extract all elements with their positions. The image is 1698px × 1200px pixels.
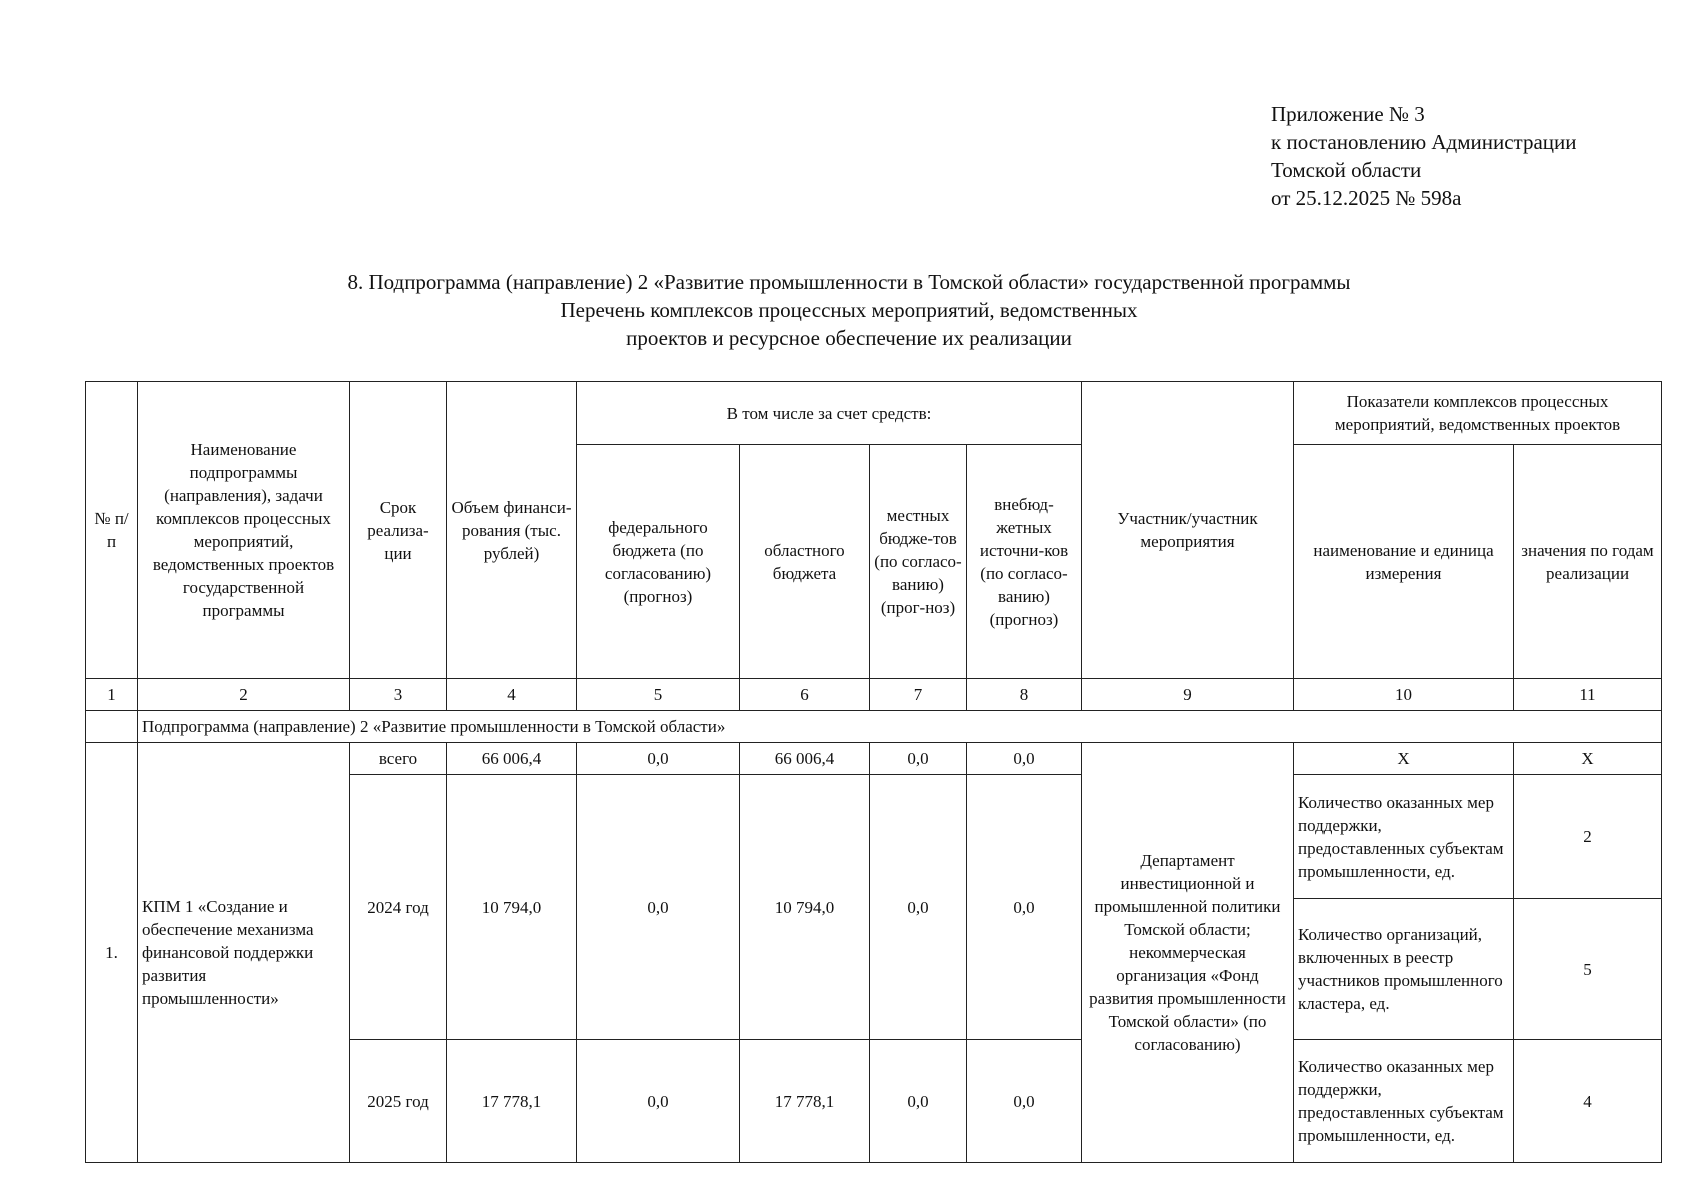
indicator-value-cell: 4 (1514, 1040, 1662, 1163)
col-number: 1 (86, 679, 138, 711)
empty-cell (86, 711, 138, 743)
header-num: № п/п (86, 382, 138, 679)
item-name: КПМ 1 «Создание и обеспечение механизма финансовой поддержки развития промышленности» (138, 743, 350, 1163)
program-table (85, 381, 1662, 1163)
title-line: проектов и ресурсное обеспечение их реализации (626, 326, 1072, 350)
local-cell: 0,0 (870, 1040, 967, 1163)
title-line: Перечень комплексов процессных мероприятий, ведомственных (560, 298, 1138, 322)
document-title (0, 268, 1698, 352)
extra-cell: 0,0 (967, 743, 1082, 775)
header-local: местных бюдже-тов (по согласо-ванию) (прог-ноз) (870, 445, 967, 679)
item-number: 1. (86, 743, 138, 1163)
header-indicator-values: значения по годам реализации (1514, 445, 1662, 679)
regional-cell: 17 778,1 (740, 1040, 870, 1163)
col-number: 2 (138, 679, 350, 711)
extra-cell: 0,0 (967, 775, 1082, 1040)
header-name: Наименование подпрограммы (направления), задачи комплексов процессных мероприятий, ведомственных проектов государственной программы (138, 382, 350, 679)
appendix-line: к постановлению Администрации (1271, 130, 1577, 154)
term-cell: всего (350, 743, 447, 775)
indicator-name-cell: Количество организаций, включенных в реестр участников промышленного кластера, ед. (1294, 899, 1514, 1040)
indicator-value-cell: 5 (1514, 899, 1662, 1040)
title-line: 8. Подпрограмма (направление) 2 «Развитие промышленности в Томской области» государственной программы (347, 270, 1351, 294)
participant-cell: Департамент инвестиционной и промышленной политики Томской области; некоммерческая организация «Фонд развития промышленности Томской области» (по согласованию) (1082, 743, 1294, 1163)
local-cell: 0,0 (870, 743, 967, 775)
col-number: 10 (1294, 679, 1514, 711)
col-number: 8 (967, 679, 1082, 711)
regional-cell: 66 006,4 (740, 743, 870, 775)
header-term: Срок реализа-ции (350, 382, 447, 679)
volume-cell: 17 778,1 (447, 1040, 577, 1163)
header-extra: внебюд-жетных источни-ков (по согласо-ванию) (прогноз) (967, 445, 1082, 679)
extra-cell: 0,0 (967, 1040, 1082, 1163)
regional-cell: 10 794,0 (740, 775, 870, 1040)
term-cell: 2024 год (350, 775, 447, 1040)
appendix-block (1271, 100, 1577, 212)
local-cell: 0,0 (870, 775, 967, 1040)
col-number: 11 (1514, 679, 1662, 711)
term-cell: 2025 год (350, 1040, 447, 1163)
header-federal: федерального бюджета (по согласованию) (прогноз) (577, 445, 740, 679)
col-number: 5 (577, 679, 740, 711)
indicator-value-cell: 2 (1514, 775, 1662, 899)
col-number: 3 (350, 679, 447, 711)
indicator-name-cell: Количество оказанных мер поддержки, предоставленных субъектам промышленности, ед. (1294, 775, 1514, 899)
volume-cell: 10 794,0 (447, 775, 577, 1040)
header-indicator-name: наименование и единица измерения (1294, 445, 1514, 679)
col-number: 6 (740, 679, 870, 711)
indicator-value-cell: Х (1514, 743, 1662, 775)
federal-cell: 0,0 (577, 1040, 740, 1163)
appendix-line: Томской области (1271, 158, 1422, 182)
col-number: 4 (447, 679, 577, 711)
subprogram-row: Подпрограмма (направление) 2 «Развитие промышленности в Томской области» (138, 711, 1662, 743)
header-participant: Участник/участник мероприятия (1082, 382, 1294, 679)
federal-cell: 0,0 (577, 743, 740, 775)
appendix-line: от 25.12.2025 № 598а (1271, 186, 1462, 210)
col-number: 9 (1082, 679, 1294, 711)
appendix-line: Приложение № 3 (1271, 102, 1425, 126)
header-volume: Объем финанси-рования (тыс. рублей) (447, 382, 577, 679)
col-number: 7 (870, 679, 967, 711)
header-regional: областного бюджета (740, 445, 870, 679)
federal-cell: 0,0 (577, 775, 740, 1040)
volume-cell: 66 006,4 (447, 743, 577, 775)
indicator-name-cell: Х (1294, 743, 1514, 775)
header-including: В том числе за счет средств: (577, 382, 1082, 445)
indicator-name-cell: Количество оказанных мер поддержки, предоставленных субъектам промышленности, ед. (1294, 1040, 1514, 1163)
header-indicators: Показатели комплексов процессных мероприятий, ведомственных проектов (1294, 382, 1662, 445)
